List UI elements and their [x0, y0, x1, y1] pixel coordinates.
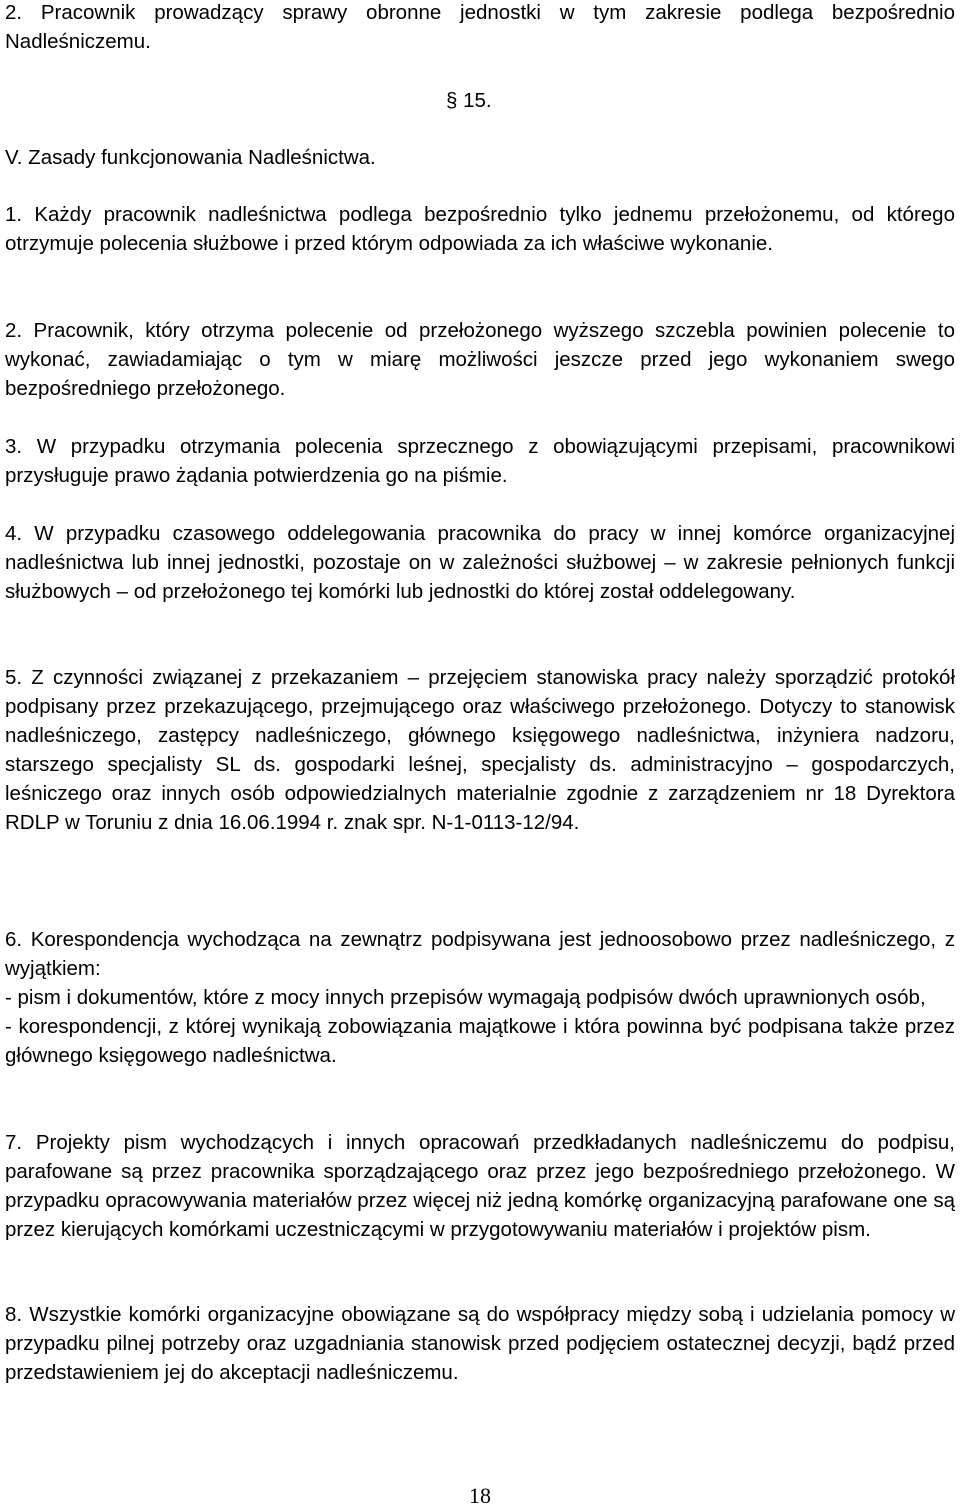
paragraph-8: 8. Wszystkie komórki organizacyjne obowiązane są do współpracy między sobą i udzielania pomocy w przypadku pilnej potrzeby oraz uzgadniania stanowisk przed podjęciem ostatecznej decyzji, bądź przed przedstawieniem jej do akceptacji nadleśniczemu. [5, 1303, 955, 1384]
page-number: 18 [469, 1483, 491, 1508]
paragraph-7: 7. Projekty pism wychodzących i innych opracowań przedkładanych nadleśniczemu do podpisu, parafowane są przez pracownika sporządzającego oraz przez jego bezpośredniego przełożonego. W przypadku opracowywania materiałów przez więcej niż jedną komórkę organizacyjną parafowane one są przez kierujących komórkami uczestniczącymi w przygotowywaniu materiałów i projektów pism. [5, 1131, 955, 1241]
paragraph-6: 6. Korespondencja wychodząca na zewnątrz podpisywana jest jednoosobowo przez nadleśniczego, z wyjątkiem: - pism i dokumentów, które z mocy innych przepisów wymagają podpisów dwóch uprawnionych osób, - korespondencji, z której wynikają zobowiązania majątkowe i która powinna być podpisana także przez głównego księgowego nadleśnictwa. [5, 928, 955, 1067]
paragraph-4: 4. W przypadku czasowego oddelegowania pracownika do pracy w innej komórce organizacyjnej nadleśnictwa lub innej jednostki, pozostaje on w zależności służbowej – w zakresie pełnionych funkcji służbowych – od przełożonego tej komórki lub jednostki do której został oddelegowany. [5, 522, 955, 603]
chapter-heading: V. Zasady funkcjonowania Nadleśnictwa. [5, 146, 376, 169]
paragraph-5: 5. Z czynności związanej z przekazaniem – przejęciem stanowiska pracy należy sporządzić protokół podpisany przez przekazującego, przejmującego oraz właściwego przełożonego. Dotyczy to stanowisk nadleśniczego, zastępcy nadleśniczego, głównego księgowego nadleśnictwa, inżyniera nadzoru, starszego specjalisty SL ds. gospodarki leśnej, specjalisty ds. administracyjno – gospodarczych, leśniczego oraz innych osób odpowiedzialnych materialnie zgodnie z zarządzeniem nr 18 Dyrektora RDLP w Toruniu z dnia 16.06.1994 r. znak spr. N-1-0113-12/94. [5, 666, 955, 834]
paragraph-1: 1. Każdy pracownik nadleśnictwa podlega bezpośrednio tylko jednemu przełożonemu, od którego otrzymuje polecenia służbowe i przed którym odpowiada za ich właściwe wykonanie. [5, 203, 955, 255]
paragraph-2: 2. Pracownik, który otrzyma polecenie od przełożonego wyższego szczebla powinien polecenie to wykonać, zawiadamiając o tym w miarę możliwości jeszcze przed jego wykonaniem swego bezpośredniego przełożonego. [5, 319, 955, 400]
intro-paragraph: 2. Pracownik prowadzący sprawy obronne jednostki w tym zakresie podlega bezpośrednio Nadleśniczemu. [5, 1, 955, 53]
section-mark: § 15. [446, 89, 492, 112]
paragraph-3: 3. W przypadku otrzymania polecenia sprzecznego z obowiązującymi przepisami, pracownikowi przysługuje prawo żądania potwierdzenia go na piśmie. [5, 435, 955, 487]
